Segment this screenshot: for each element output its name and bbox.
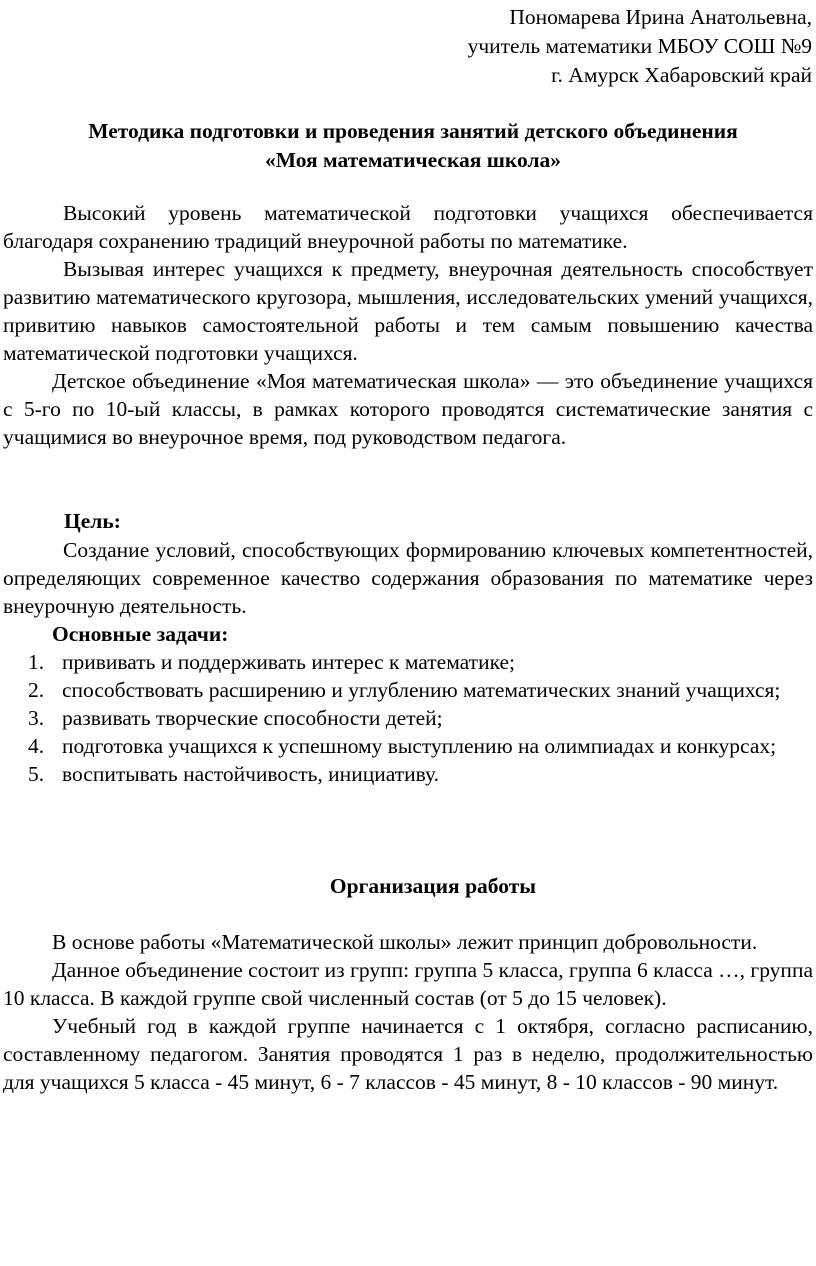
tasks-list xyxy=(0,648,813,788)
list-item xyxy=(0,648,813,676)
list-item-text: развивать творческие способности детей; xyxy=(62,706,443,730)
list-item-text: прививать и поддерживать интерес к математике; xyxy=(62,650,516,674)
list-item xyxy=(0,760,813,788)
list-item-number: 4. xyxy=(28,734,45,758)
list-item-number: 1. xyxy=(28,650,45,674)
list-item-text: подготовка учащихся к успешному выступлению на олимпиадах и конкурсах; xyxy=(62,734,777,758)
tasks-heading: Основные задачи: xyxy=(52,622,229,646)
goal-text: Создание условий, способствующих формированию ключевых компетентностей, определяющих современное качество содержания образования по математике через внеурочную деятельность. xyxy=(3,538,813,618)
list-item-number: 2. xyxy=(28,678,45,702)
list-item-text: способствовать расширению и углублению математических знаний учащихся; xyxy=(62,678,781,702)
list-item xyxy=(0,704,813,732)
author-location: г. Амурск Хабаровский край xyxy=(551,63,812,87)
organization-heading: Организация работы xyxy=(329,874,537,898)
goal-section xyxy=(3,536,813,620)
document-title xyxy=(0,117,816,175)
organization-paragraph-2: Данное объединение состоит из групп: группа 5 класса, группа 6 класса …, группа 10 класса. В каждой группе свой численный состав (от 5 до 15 человек). xyxy=(3,958,813,1010)
list-item xyxy=(0,676,813,704)
list-item-number: 3. xyxy=(28,706,45,730)
list-item xyxy=(0,732,813,760)
organization-section xyxy=(3,928,813,1096)
author-block xyxy=(468,3,812,90)
list-item-number: 5. xyxy=(28,762,45,786)
intro-paragraph-1: Высокий уровень математической подготовки учащихся обеспечивается благодаря сохранению традиций внеурочной работы по математике. xyxy=(3,201,813,253)
document-title-line-1: Методика подготовки и проведения занятий детского объединения xyxy=(88,119,738,143)
list-item-text: воспитывать настойчивость, инициативу. xyxy=(62,762,439,786)
intro-paragraph-2: Вызывая интерес учащихся к предмету, внеурочная деятельность способствует развитию математического кругозора, мышления, исследовательских умений учащихся, привитию навыков самостоятельной работы и тем самым повышению качества математической подготовки учащихся. xyxy=(3,257,813,365)
document-title-line-2: «Моя математическая школа» xyxy=(264,148,562,172)
intro-section xyxy=(3,199,813,451)
author-position: учитель математики МБОУ СОШ №9 xyxy=(467,34,812,58)
intro-paragraph-3: Детское объединение «Моя математическая школа» — это объединение учащихся с 5-го по 10-ый классы, в рамках которого проводятся систематические занятия с учащимися во внеурочное время, под руководством педагога. xyxy=(3,369,813,449)
organization-paragraph-3: Учебный год в каждой группе начинается с 1 октября, согласно расписанию, составленному педагогом. Занятия проводятся 1 раз в неделю, продолжительностью для учащихся 5 класса - 45 минут, 6 - 7 классов - 45 минут, 8 - 10 классов - 90 минут. xyxy=(3,1014,813,1094)
goal-heading: Цель: xyxy=(64,509,121,533)
organization-paragraph-1: В основе работы «Математической школы» лежит принцип добровольности. xyxy=(52,930,758,954)
author-name: Пономарева Ирина Анатольевна, xyxy=(509,5,812,29)
